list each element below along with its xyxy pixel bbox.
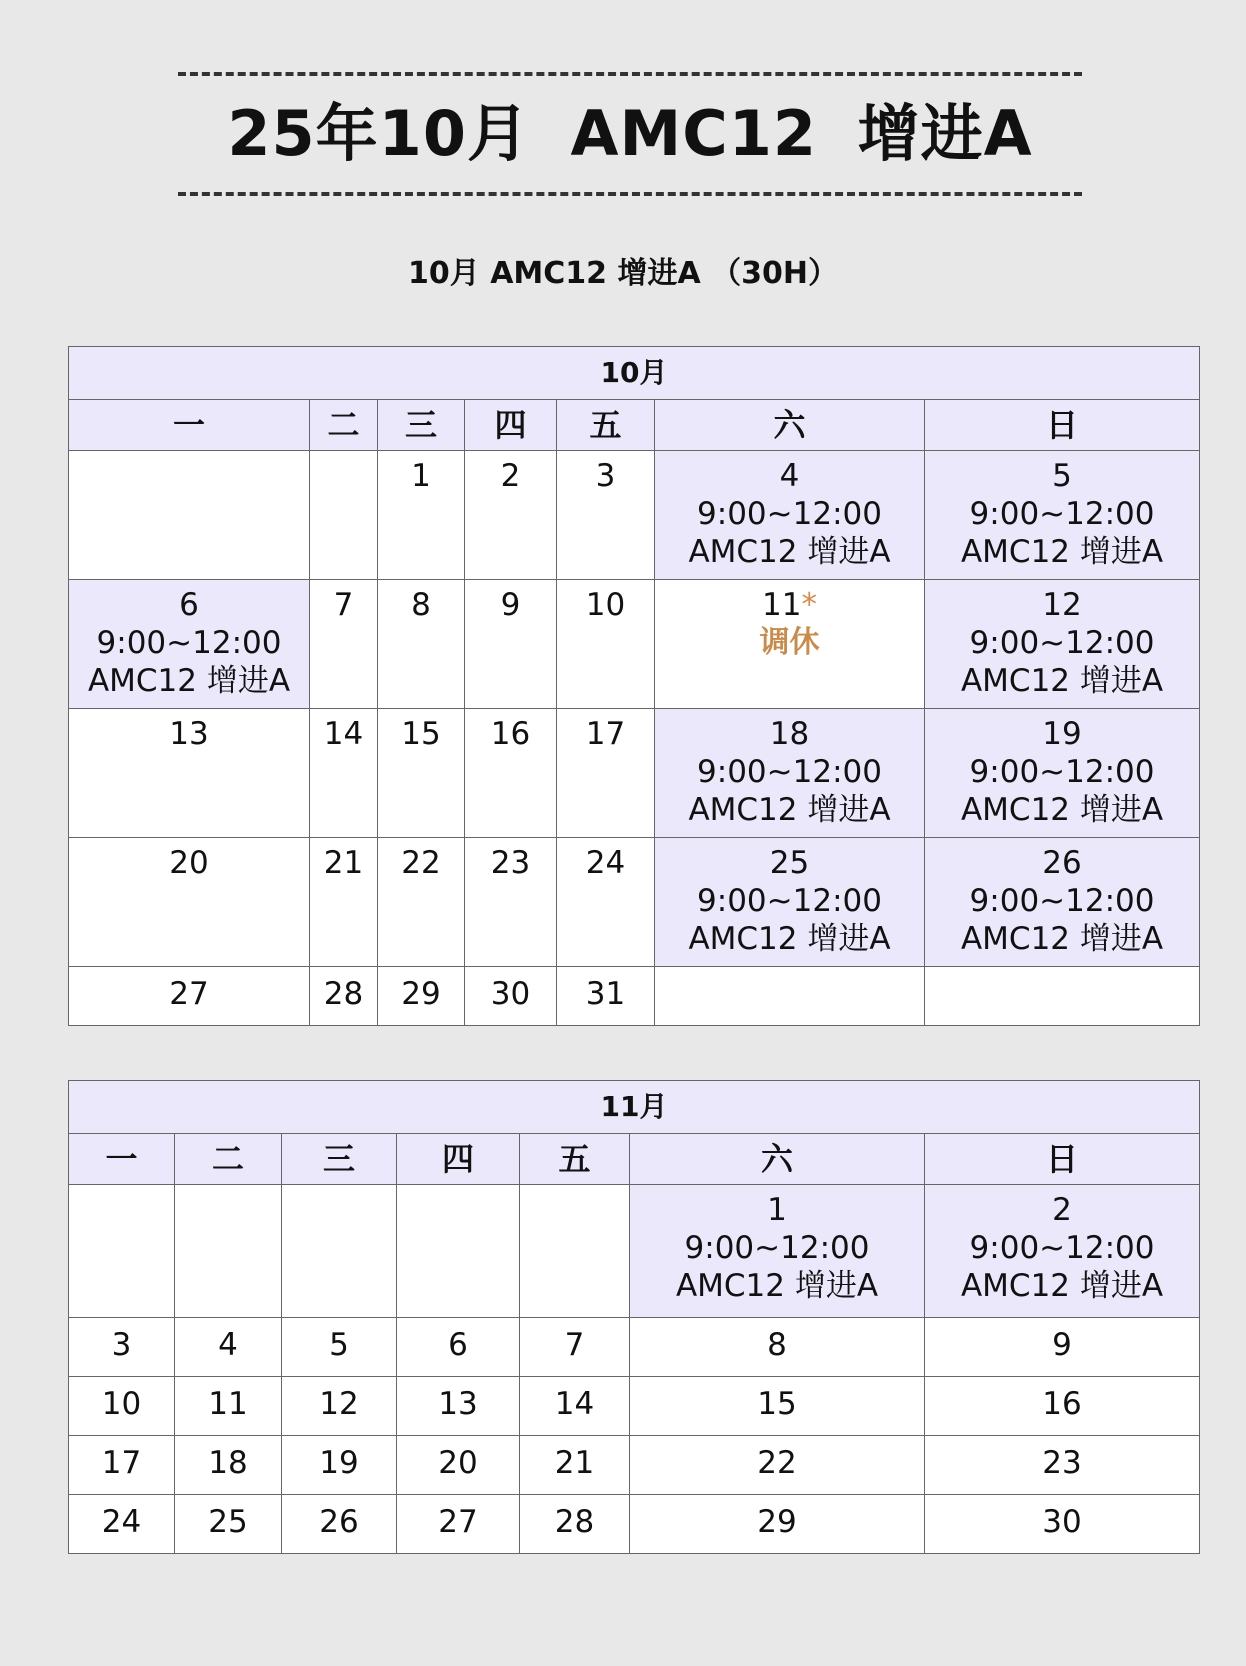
empty-day-cell xyxy=(925,967,1200,1026)
day-cell: 3 xyxy=(69,1318,175,1377)
weekday-mon: 一 xyxy=(69,1134,175,1185)
weekday-mon: 一 xyxy=(69,400,310,451)
holiday-label: 调休 xyxy=(759,625,820,660)
class-day-cell xyxy=(655,838,925,967)
day-number: 6 xyxy=(179,587,199,623)
title-block xyxy=(178,72,1082,196)
day-cell: 25 xyxy=(175,1495,282,1554)
day-cell: 14 xyxy=(520,1377,630,1436)
day-number: 5 xyxy=(1052,458,1072,494)
day-cell: 26 xyxy=(282,1495,397,1554)
day-number: 26 xyxy=(1042,845,1082,881)
day-cell: 27 xyxy=(69,967,310,1026)
day-cell: 31 xyxy=(557,967,655,1026)
class-course: AMC12 增进A xyxy=(960,663,1164,699)
day-cell: 29 xyxy=(630,1495,925,1554)
day-number: 1 xyxy=(767,1192,787,1228)
class-time: 9:00~12:00 xyxy=(969,883,1155,919)
weekday-sun: 日 xyxy=(925,400,1200,451)
day-cell: 2 xyxy=(465,451,557,580)
day-number: 25 xyxy=(769,845,810,881)
day-number: 19 xyxy=(1042,716,1082,752)
class-time: 9:00~12:00 xyxy=(969,1230,1155,1266)
day-cell: 27 xyxy=(397,1495,520,1554)
class-time: 9:00~12:00 xyxy=(96,625,282,661)
course-subtitle: 10月 AMC12 增进A （30H） xyxy=(408,256,838,291)
empty-day-cell xyxy=(282,1185,397,1318)
class-course: AMC12 增进A xyxy=(688,792,891,828)
class-time: 9:00~12:00 xyxy=(684,1230,870,1266)
day-cell: 5 xyxy=(282,1318,397,1377)
weekday-thu: 四 xyxy=(465,400,557,451)
holiday-day-cell xyxy=(655,580,925,709)
day-cell: 6 xyxy=(397,1318,520,1377)
day-cell: 7 xyxy=(520,1318,630,1377)
day-number: 11 xyxy=(762,587,802,623)
class-day-cell xyxy=(925,838,1200,967)
bottom-dashed-divider xyxy=(178,192,1082,196)
day-cell: 30 xyxy=(925,1495,1200,1554)
page-title: 25年10月 AMC12 增进A xyxy=(227,97,1033,170)
empty-day-cell xyxy=(655,967,925,1026)
weekday-thu: 四 xyxy=(397,1134,520,1185)
day-cell: 7 xyxy=(310,580,378,709)
day-cell: 4 xyxy=(175,1318,282,1377)
day-cell: 20 xyxy=(397,1436,520,1495)
day-cell: 11 xyxy=(175,1377,282,1436)
empty-day-cell xyxy=(397,1185,520,1318)
day-cell: 16 xyxy=(465,709,557,838)
day-cell: 30 xyxy=(465,967,557,1026)
class-time: 9:00~12:00 xyxy=(969,625,1155,661)
day-number: 12 xyxy=(1042,587,1082,623)
class-day-cell xyxy=(69,580,310,709)
day-cell: 22 xyxy=(630,1436,925,1495)
class-day-cell xyxy=(925,709,1200,838)
weekday-sat: 六 xyxy=(655,400,925,451)
day-cell: 8 xyxy=(630,1318,925,1377)
class-day-cell xyxy=(925,451,1200,580)
day-cell: 9 xyxy=(465,580,557,709)
day-number: 2 xyxy=(1052,1192,1072,1228)
empty-day-cell xyxy=(69,451,310,580)
empty-day-cell xyxy=(310,451,378,580)
holiday-star-mark: * xyxy=(801,587,817,623)
class-course: AMC12 增进A xyxy=(688,921,891,957)
day-cell: 9 xyxy=(925,1318,1200,1377)
class-time: 9:00~12:00 xyxy=(697,754,882,790)
weekday-wed: 三 xyxy=(378,400,465,451)
day-number: 18 xyxy=(769,716,810,752)
class-day-cell xyxy=(655,451,925,580)
day-cell: 13 xyxy=(397,1377,520,1436)
class-day-cell xyxy=(925,580,1200,709)
day-cell: 17 xyxy=(69,1436,175,1495)
day-number: 4 xyxy=(779,458,800,494)
class-course: AMC12 增进A xyxy=(960,921,1164,957)
day-cell: 1 xyxy=(378,451,465,580)
weekday-fri: 五 xyxy=(557,400,655,451)
top-dashed-divider xyxy=(178,72,1082,76)
class-course: AMC12 增进A xyxy=(688,534,891,570)
day-cell: 21 xyxy=(520,1436,630,1495)
weekday-fri: 五 xyxy=(520,1134,630,1185)
day-cell: 15 xyxy=(378,709,465,838)
empty-day-cell xyxy=(520,1185,630,1318)
day-cell: 28 xyxy=(310,967,378,1026)
day-cell: 20 xyxy=(69,838,310,967)
class-day-cell xyxy=(630,1185,925,1318)
weekday-sun: 日 xyxy=(925,1134,1200,1185)
day-cell: 23 xyxy=(925,1436,1200,1495)
class-course: AMC12 增进A xyxy=(960,792,1164,828)
weekday-tue: 二 xyxy=(310,400,378,451)
november-month-header: 11月 xyxy=(69,1081,1200,1134)
day-cell: 3 xyxy=(557,451,655,580)
class-time: 9:00~12:00 xyxy=(697,883,882,919)
class-time: 9:00~12:00 xyxy=(969,496,1155,532)
empty-day-cell xyxy=(69,1185,175,1318)
day-cell: 16 xyxy=(925,1377,1200,1436)
class-time: 9:00~12:00 xyxy=(969,754,1155,790)
day-cell: 23 xyxy=(465,838,557,967)
day-cell: 12 xyxy=(282,1377,397,1436)
day-cell: 29 xyxy=(378,967,465,1026)
day-cell: 10 xyxy=(557,580,655,709)
day-cell: 15 xyxy=(630,1377,925,1436)
class-day-cell xyxy=(925,1185,1200,1318)
class-course: AMC12 增进A xyxy=(960,1268,1164,1304)
class-course: AMC12 增进A xyxy=(675,1268,879,1304)
day-cell: 8 xyxy=(378,580,465,709)
day-cell: 10 xyxy=(69,1377,175,1436)
day-cell: 14 xyxy=(310,709,378,838)
day-cell: 19 xyxy=(282,1436,397,1495)
day-cell: 24 xyxy=(69,1495,175,1554)
day-cell: 28 xyxy=(520,1495,630,1554)
october-month-header: 10月 xyxy=(69,347,1200,400)
day-cell: 21 xyxy=(310,838,378,967)
day-cell: 24 xyxy=(557,838,655,967)
empty-day-cell xyxy=(175,1185,282,1318)
class-day-cell xyxy=(655,709,925,838)
day-cell: 22 xyxy=(378,838,465,967)
class-time: 9:00~12:00 xyxy=(697,496,882,532)
october-calendar xyxy=(68,346,1200,1026)
day-cell: 13 xyxy=(69,709,310,838)
weekday-wed: 三 xyxy=(282,1134,397,1185)
class-course: AMC12 增进A xyxy=(960,534,1164,570)
november-calendar xyxy=(68,1080,1200,1554)
weekday-tue: 二 xyxy=(175,1134,282,1185)
day-cell: 17 xyxy=(557,709,655,838)
class-course: AMC12 增进A xyxy=(87,663,291,699)
weekday-sat: 六 xyxy=(630,1134,925,1185)
day-cell: 18 xyxy=(175,1436,282,1495)
